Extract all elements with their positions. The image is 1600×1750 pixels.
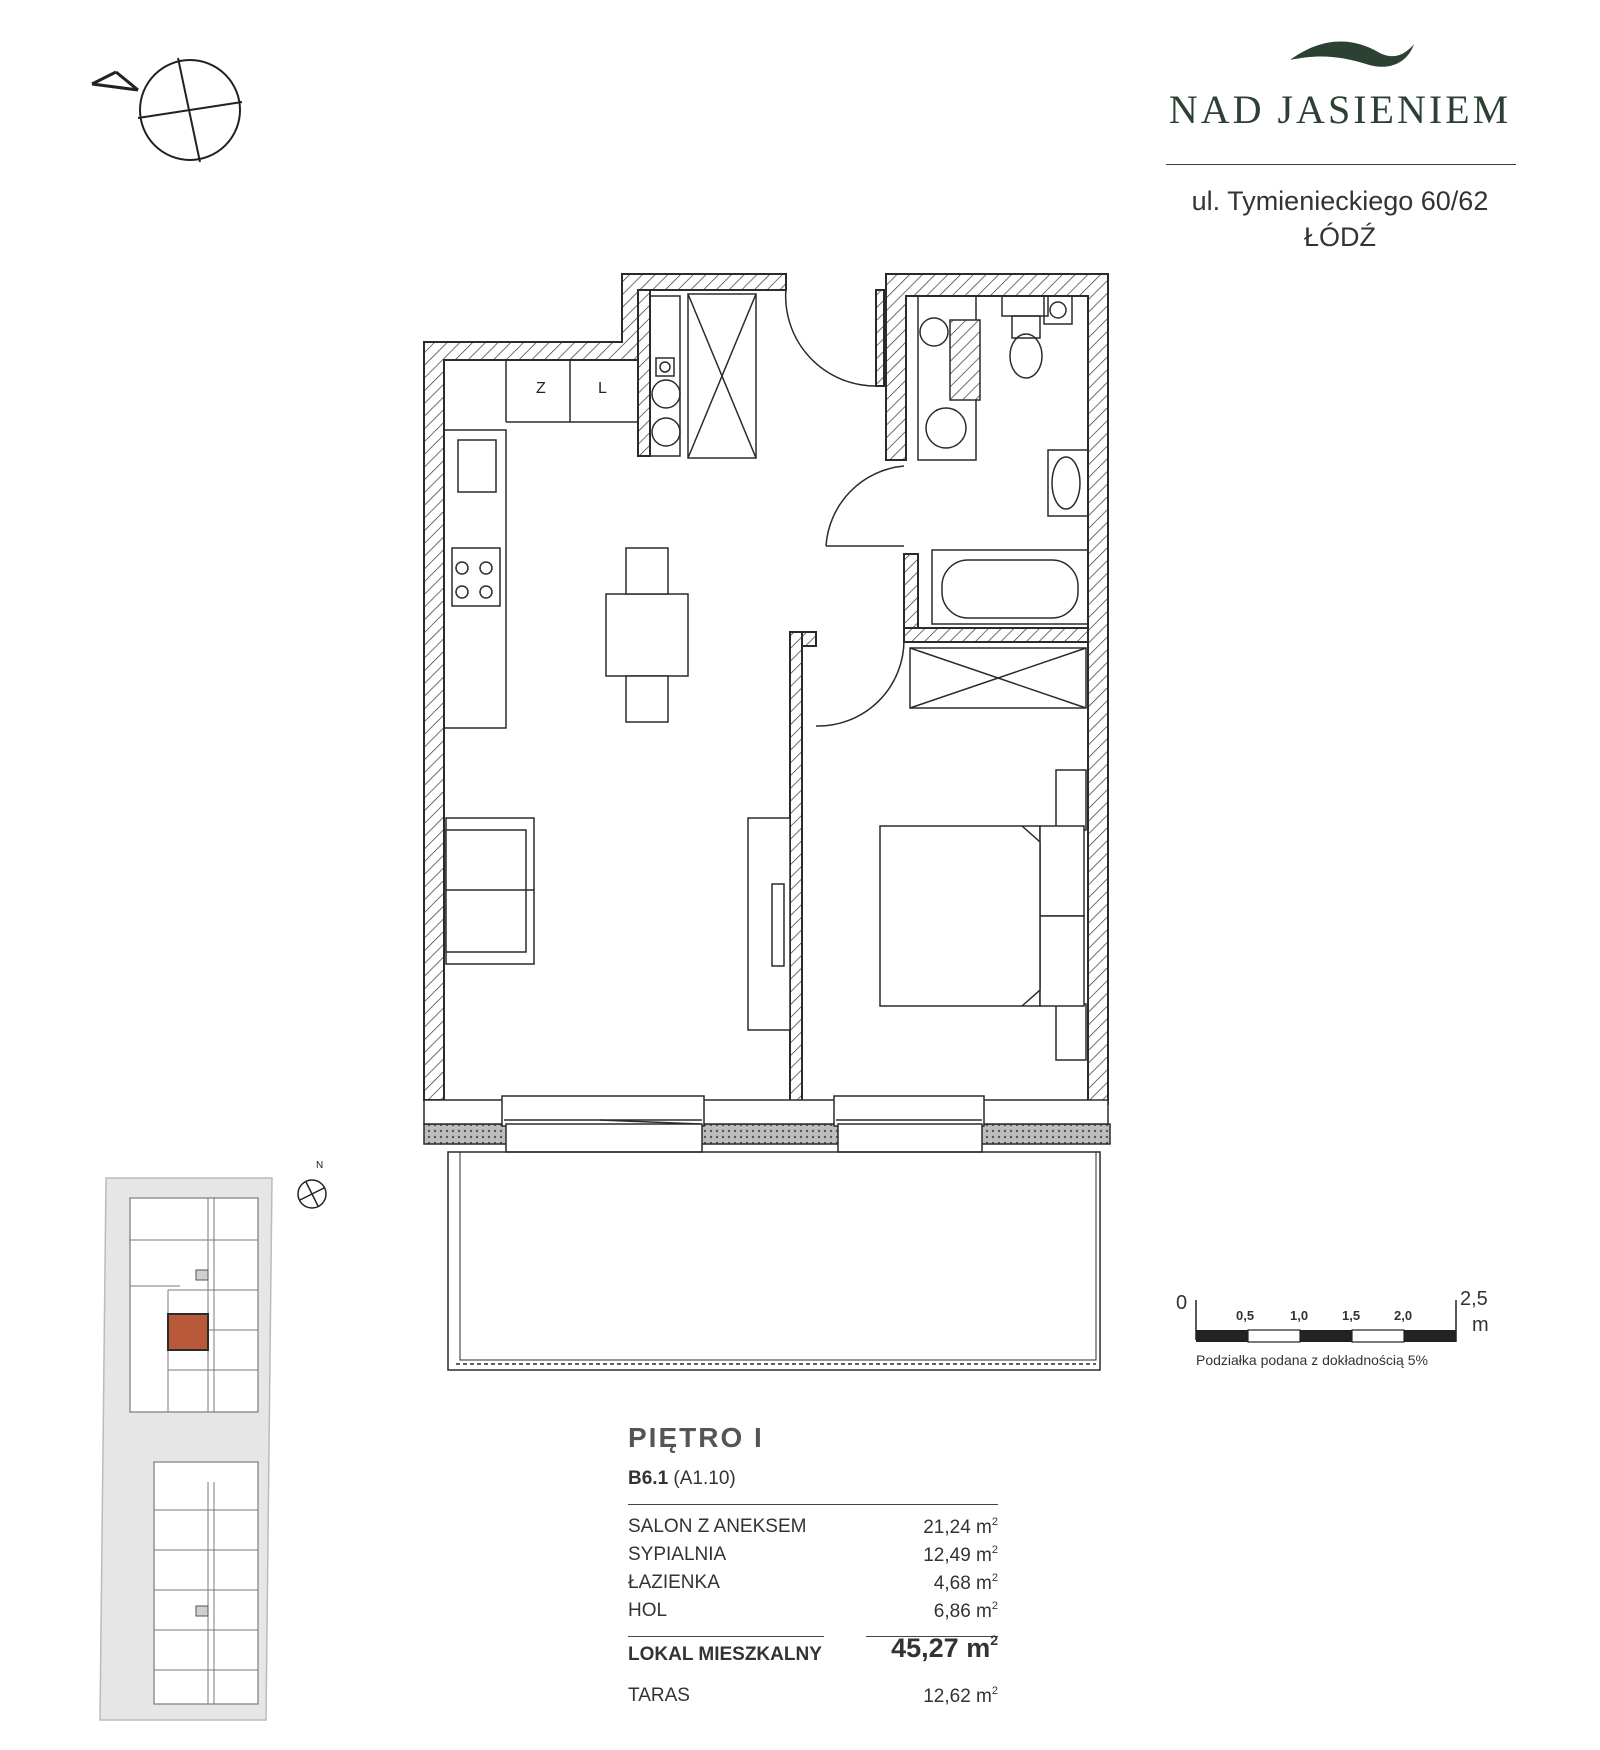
total-name: LOKAL MIESZKALNY — [628, 1644, 822, 1665]
entry-door — [786, 288, 876, 386]
room-name: HOL — [628, 1600, 668, 1621]
bathroom-fixtures — [918, 296, 1088, 624]
sofa — [446, 818, 534, 964]
address-street: ul. Tymienieckiego 60/62 — [1191, 186, 1489, 216]
room-name: SALON Z ANEKSEM — [628, 1516, 807, 1537]
room-area: 12,49 $m^2$ — [923, 1544, 998, 1566]
room-area: 6,86 $m^2$ — [933, 1600, 998, 1622]
brand-leaf-icon — [1290, 42, 1414, 67]
bathroom-door — [826, 466, 904, 546]
site-map — [100, 1178, 272, 1720]
room-row — [628, 1572, 998, 1600]
scale-bar — [1196, 1300, 1456, 1342]
dining-table — [606, 548, 688, 722]
scale-tick: 0,5 — [1236, 1308, 1255, 1323]
highlighted-unit — [168, 1314, 208, 1350]
room-row — [628, 1516, 998, 1544]
scale-tick: 2,0 — [1394, 1308, 1413, 1323]
scale-tick: 1,0 — [1290, 1308, 1309, 1323]
address-city: ŁÓDŹ — [1303, 222, 1376, 252]
room-name: SYPIALNIA — [628, 1544, 727, 1565]
tv-unit — [748, 818, 790, 1030]
compass-icon — [92, 58, 242, 162]
brand-divider — [1166, 164, 1516, 165]
terrace-area: 12,62 $m^2$ — [923, 1685, 998, 1707]
bed — [880, 770, 1086, 1060]
scale-note: Podziałka podana z dokładnością 5% — [1196, 1352, 1428, 1368]
total-row — [628, 1632, 998, 1672]
freezer-label: L — [598, 380, 607, 397]
unit-code-alt: (A1.10) — [673, 1468, 736, 1489]
terrace-row — [628, 1685, 998, 1713]
total-area: 45,27 $m^2$ — [891, 1632, 998, 1663]
terrace-name: TARAS — [628, 1685, 690, 1706]
room-row — [628, 1600, 998, 1628]
site-compass-icon — [298, 1180, 326, 1208]
scale-end: 2,5 — [1460, 1288, 1488, 1310]
unit-code — [628, 1468, 736, 1490]
bedroom-wardrobe — [910, 648, 1086, 708]
fridge-label: Z — [536, 380, 546, 397]
table-rule — [628, 1504, 998, 1505]
room-area: 4,68 $m^2$ — [933, 1572, 998, 1594]
wardrobe-entry — [688, 294, 756, 458]
bedroom-door — [816, 640, 904, 726]
scale-unit: m — [1472, 1314, 1489, 1336]
window-bedroom — [834, 1096, 984, 1152]
floor-title: PIĘTRO I — [628, 1422, 764, 1453]
window-living — [502, 1096, 704, 1152]
scale-tick: 1,5 — [1342, 1308, 1361, 1323]
room-row — [628, 1544, 998, 1572]
site-compass-label: N — [316, 1160, 324, 1171]
scale-start: 0 — [1176, 1292, 1188, 1314]
brand-name: NAD JASIENIEM — [1168, 87, 1512, 132]
unit-code-main: B6.1 — [628, 1468, 669, 1489]
room-area: 21,24 $m^2$ — [923, 1516, 998, 1538]
terrace — [448, 1152, 1100, 1370]
installation-shaft — [650, 296, 680, 456]
room-name: ŁAZIENKA — [628, 1572, 720, 1593]
